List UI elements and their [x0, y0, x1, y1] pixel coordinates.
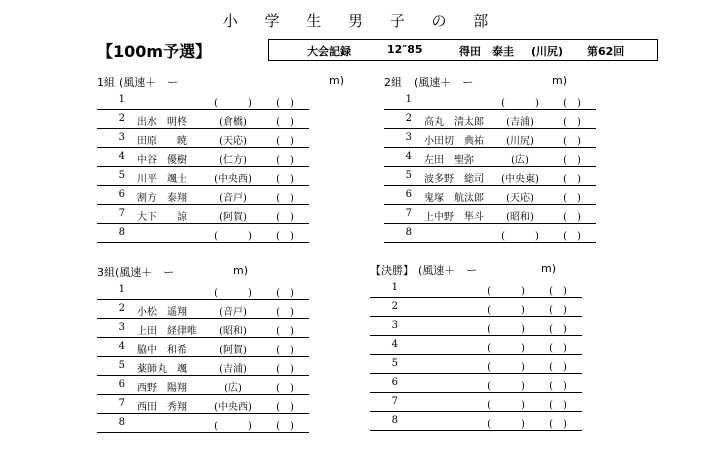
lane-row	[384, 148, 596, 167]
school-name: ( )	[501, 98, 539, 109]
school-name: (広)	[511, 155, 529, 166]
school-name: ( )	[487, 381, 525, 392]
school-name: ( )	[487, 419, 525, 430]
wind-unit: m)	[552, 74, 568, 87]
athlete-name: 小田切 典祐	[424, 136, 484, 147]
lane-row	[370, 393, 582, 412]
wind-unit: m)	[541, 262, 557, 275]
time-field: ( )	[276, 155, 294, 166]
lane-number: 7	[391, 396, 398, 407]
lane-row	[384, 129, 596, 148]
lane-number: 6	[405, 189, 412, 200]
page-title: 小 学 生 男 子 の 部	[222, 12, 500, 30]
lane-number: 3	[391, 320, 398, 331]
school-name: (阿賀)	[219, 345, 247, 356]
lane-row	[97, 357, 309, 376]
lane-row	[384, 186, 596, 205]
lane-row	[97, 148, 309, 167]
school-name: ( )	[214, 231, 252, 242]
lane-number: 8	[391, 415, 398, 426]
record-holder: 得田 泰圭	[459, 45, 514, 58]
time-field: ( )	[549, 381, 567, 392]
lane-row	[384, 205, 596, 224]
lane-row	[370, 336, 582, 355]
lane-number: 7	[405, 208, 412, 219]
lane-number: 6	[118, 189, 125, 200]
lane-row	[370, 355, 582, 374]
time-field: ( )	[276, 174, 294, 185]
lane-number: 8	[405, 227, 412, 238]
lane-row	[97, 395, 309, 414]
lane-row	[97, 186, 309, 205]
time-field: ( )	[563, 174, 581, 185]
time-field: ( )	[563, 98, 581, 109]
athlete-name: 小松 遥翔	[137, 307, 187, 318]
school-name: ( )	[487, 305, 525, 316]
record-school: (川尻)	[531, 45, 564, 58]
wind-label: (風速＋ ー	[414, 76, 474, 89]
lane-number: 4	[118, 341, 125, 352]
lane-number: 4	[118, 151, 125, 162]
athlete-name: 上中野 隼斗	[424, 212, 484, 223]
school-name: (吉浦)	[506, 117, 534, 128]
athlete-name: 上田 経律唯	[137, 326, 197, 337]
time-field: ( )	[549, 343, 567, 354]
time-field: ( )	[276, 345, 294, 356]
time-field: ( )	[276, 421, 294, 432]
time-field: ( )	[276, 288, 294, 299]
time-field: ( )	[276, 212, 294, 223]
lane-number: 1	[391, 282, 398, 293]
school-name: (天応)	[219, 136, 247, 147]
time-field: ( )	[549, 286, 567, 297]
lane-number: 7	[118, 208, 125, 219]
record-time: 12″85	[387, 43, 423, 56]
lane-number: 6	[118, 379, 125, 390]
time-field: ( )	[276, 117, 294, 128]
athlete-name: 鬼塚 航汰郎	[424, 193, 484, 204]
athlete-name: 波多野 総司	[424, 174, 484, 185]
record-label: 大会記録	[307, 45, 351, 58]
athlete-name: 中谷 優樹	[137, 155, 187, 166]
lane-number: 7	[118, 398, 125, 409]
lane-number: 2	[118, 113, 125, 124]
time-field: ( )	[276, 307, 294, 318]
time-field: ( )	[276, 136, 294, 147]
heat-header	[370, 262, 557, 278]
lane-number: 2	[405, 113, 412, 124]
time-field: ( )	[549, 324, 567, 335]
meet-record-box	[268, 39, 658, 61]
athlete-name: 西田 秀翔	[137, 402, 187, 413]
lane-row	[97, 167, 309, 186]
lane-number: 1	[118, 284, 125, 295]
time-field: ( )	[549, 362, 567, 373]
school-name: ( )	[214, 98, 252, 109]
lane-row	[384, 167, 596, 186]
lane-row	[384, 224, 596, 243]
athlete-name: 高丸 清太郎	[424, 117, 484, 128]
school-name: ( )	[214, 421, 252, 432]
lane-row	[370, 298, 582, 317]
heat-header	[97, 74, 345, 90]
time-field: ( )	[276, 193, 294, 204]
lane-row	[97, 129, 309, 148]
athlete-name: 西野 陽翔	[137, 383, 187, 394]
athlete-name: 田原 暁	[137, 136, 187, 147]
lane-number: 1	[118, 94, 125, 105]
lane-row	[384, 110, 596, 129]
record-edition: 第62回	[587, 45, 625, 58]
lane-row	[370, 279, 582, 298]
school-name: ( )	[487, 362, 525, 373]
school-name: (中央西)	[214, 174, 252, 185]
school-name: (阿賀)	[219, 212, 247, 223]
time-field: ( )	[276, 231, 294, 242]
school-name: ( )	[487, 400, 525, 411]
event-label: 【100m予選】	[97, 42, 212, 61]
athlete-name: 割方 泰翔	[137, 193, 187, 204]
athlete-name: 薬師丸 颯	[137, 364, 187, 375]
lane-list	[97, 281, 309, 433]
time-field: ( )	[276, 383, 294, 394]
lane-row	[384, 91, 596, 110]
lane-number: 4	[391, 339, 398, 350]
lane-number: 6	[391, 377, 398, 388]
school-name: (倉橋)	[219, 117, 247, 128]
school-name: ( )	[487, 343, 525, 354]
time-field: ( )	[549, 400, 567, 411]
school-name: ( )	[487, 286, 525, 297]
lane-list	[384, 91, 596, 243]
lane-row	[97, 319, 309, 338]
lane-row	[97, 91, 309, 110]
time-field: ( )	[563, 193, 581, 204]
time-field: ( )	[549, 419, 567, 430]
time-field: ( )	[276, 402, 294, 413]
lane-row	[97, 338, 309, 357]
time-field: ( )	[563, 212, 581, 223]
lane-number: 1	[405, 94, 412, 105]
lane-number: 4	[405, 151, 412, 162]
heat-label: 2組	[384, 76, 402, 89]
athlete-name: 大下 諒	[137, 212, 187, 223]
time-field: ( )	[549, 305, 567, 316]
athlete-name: 川平 颯士	[137, 174, 187, 185]
heat-label: 3組	[97, 266, 115, 279]
school-name: (川尻)	[506, 136, 534, 147]
school-name: (広)	[224, 383, 242, 394]
lane-row	[97, 110, 309, 129]
lane-number: 3	[118, 132, 125, 143]
athlete-name: 脇中 和希	[137, 345, 187, 356]
school-name: (吉浦)	[219, 364, 247, 375]
time-field: ( )	[276, 98, 294, 109]
heat-label: 【決勝】	[370, 264, 414, 277]
time-field: ( )	[276, 364, 294, 375]
lane-number: 2	[118, 303, 125, 314]
heat-label: 1組	[97, 76, 115, 89]
athlete-name: 出水 明柊	[137, 117, 187, 128]
lane-number: 8	[118, 417, 125, 428]
time-field: ( )	[276, 326, 294, 337]
lane-number: 5	[118, 360, 125, 371]
lane-row	[97, 205, 309, 224]
lane-row	[97, 414, 309, 433]
school-name: (天応)	[506, 193, 534, 204]
lane-number: 5	[405, 170, 412, 181]
school-name: ( )	[501, 231, 539, 242]
school-name: (仁方)	[219, 155, 247, 166]
lane-number: 2	[391, 301, 398, 312]
time-field: ( )	[563, 136, 581, 147]
lane-row	[370, 412, 582, 431]
school-name: (昭和)	[506, 212, 534, 223]
wind-unit: m)	[329, 74, 345, 87]
wind-unit: m)	[233, 264, 249, 277]
lane-row	[97, 300, 309, 319]
school-name: ( )	[487, 324, 525, 335]
heat-header	[384, 74, 568, 90]
lane-row	[97, 376, 309, 395]
heat-header	[97, 264, 249, 280]
school-name: (中央西)	[214, 402, 252, 413]
wind-label: (風速＋ ー	[115, 266, 175, 279]
lane-row	[370, 317, 582, 336]
lane-list	[370, 279, 582, 431]
time-field: ( )	[563, 117, 581, 128]
athlete-name: 左田 聖弥	[424, 155, 474, 166]
lane-number: 3	[405, 132, 412, 143]
lane-row	[97, 281, 309, 300]
school-name: ( )	[214, 288, 252, 299]
school-name: (中央東)	[501, 174, 539, 185]
lane-list	[97, 91, 309, 243]
wind-label: (風速＋ ー	[119, 76, 179, 89]
school-name: (昭和)	[219, 326, 247, 337]
lane-number: 5	[118, 170, 125, 181]
lane-row	[97, 224, 309, 243]
lane-number: 3	[118, 322, 125, 333]
lane-row	[370, 374, 582, 393]
time-field: ( )	[563, 231, 581, 242]
school-name: (音戸)	[219, 193, 247, 204]
time-field: ( )	[563, 155, 581, 166]
lane-number: 8	[118, 227, 125, 238]
lane-number: 5	[391, 358, 398, 369]
wind-label: (風速＋ ー	[418, 264, 478, 277]
school-name: (音戸)	[219, 307, 247, 318]
